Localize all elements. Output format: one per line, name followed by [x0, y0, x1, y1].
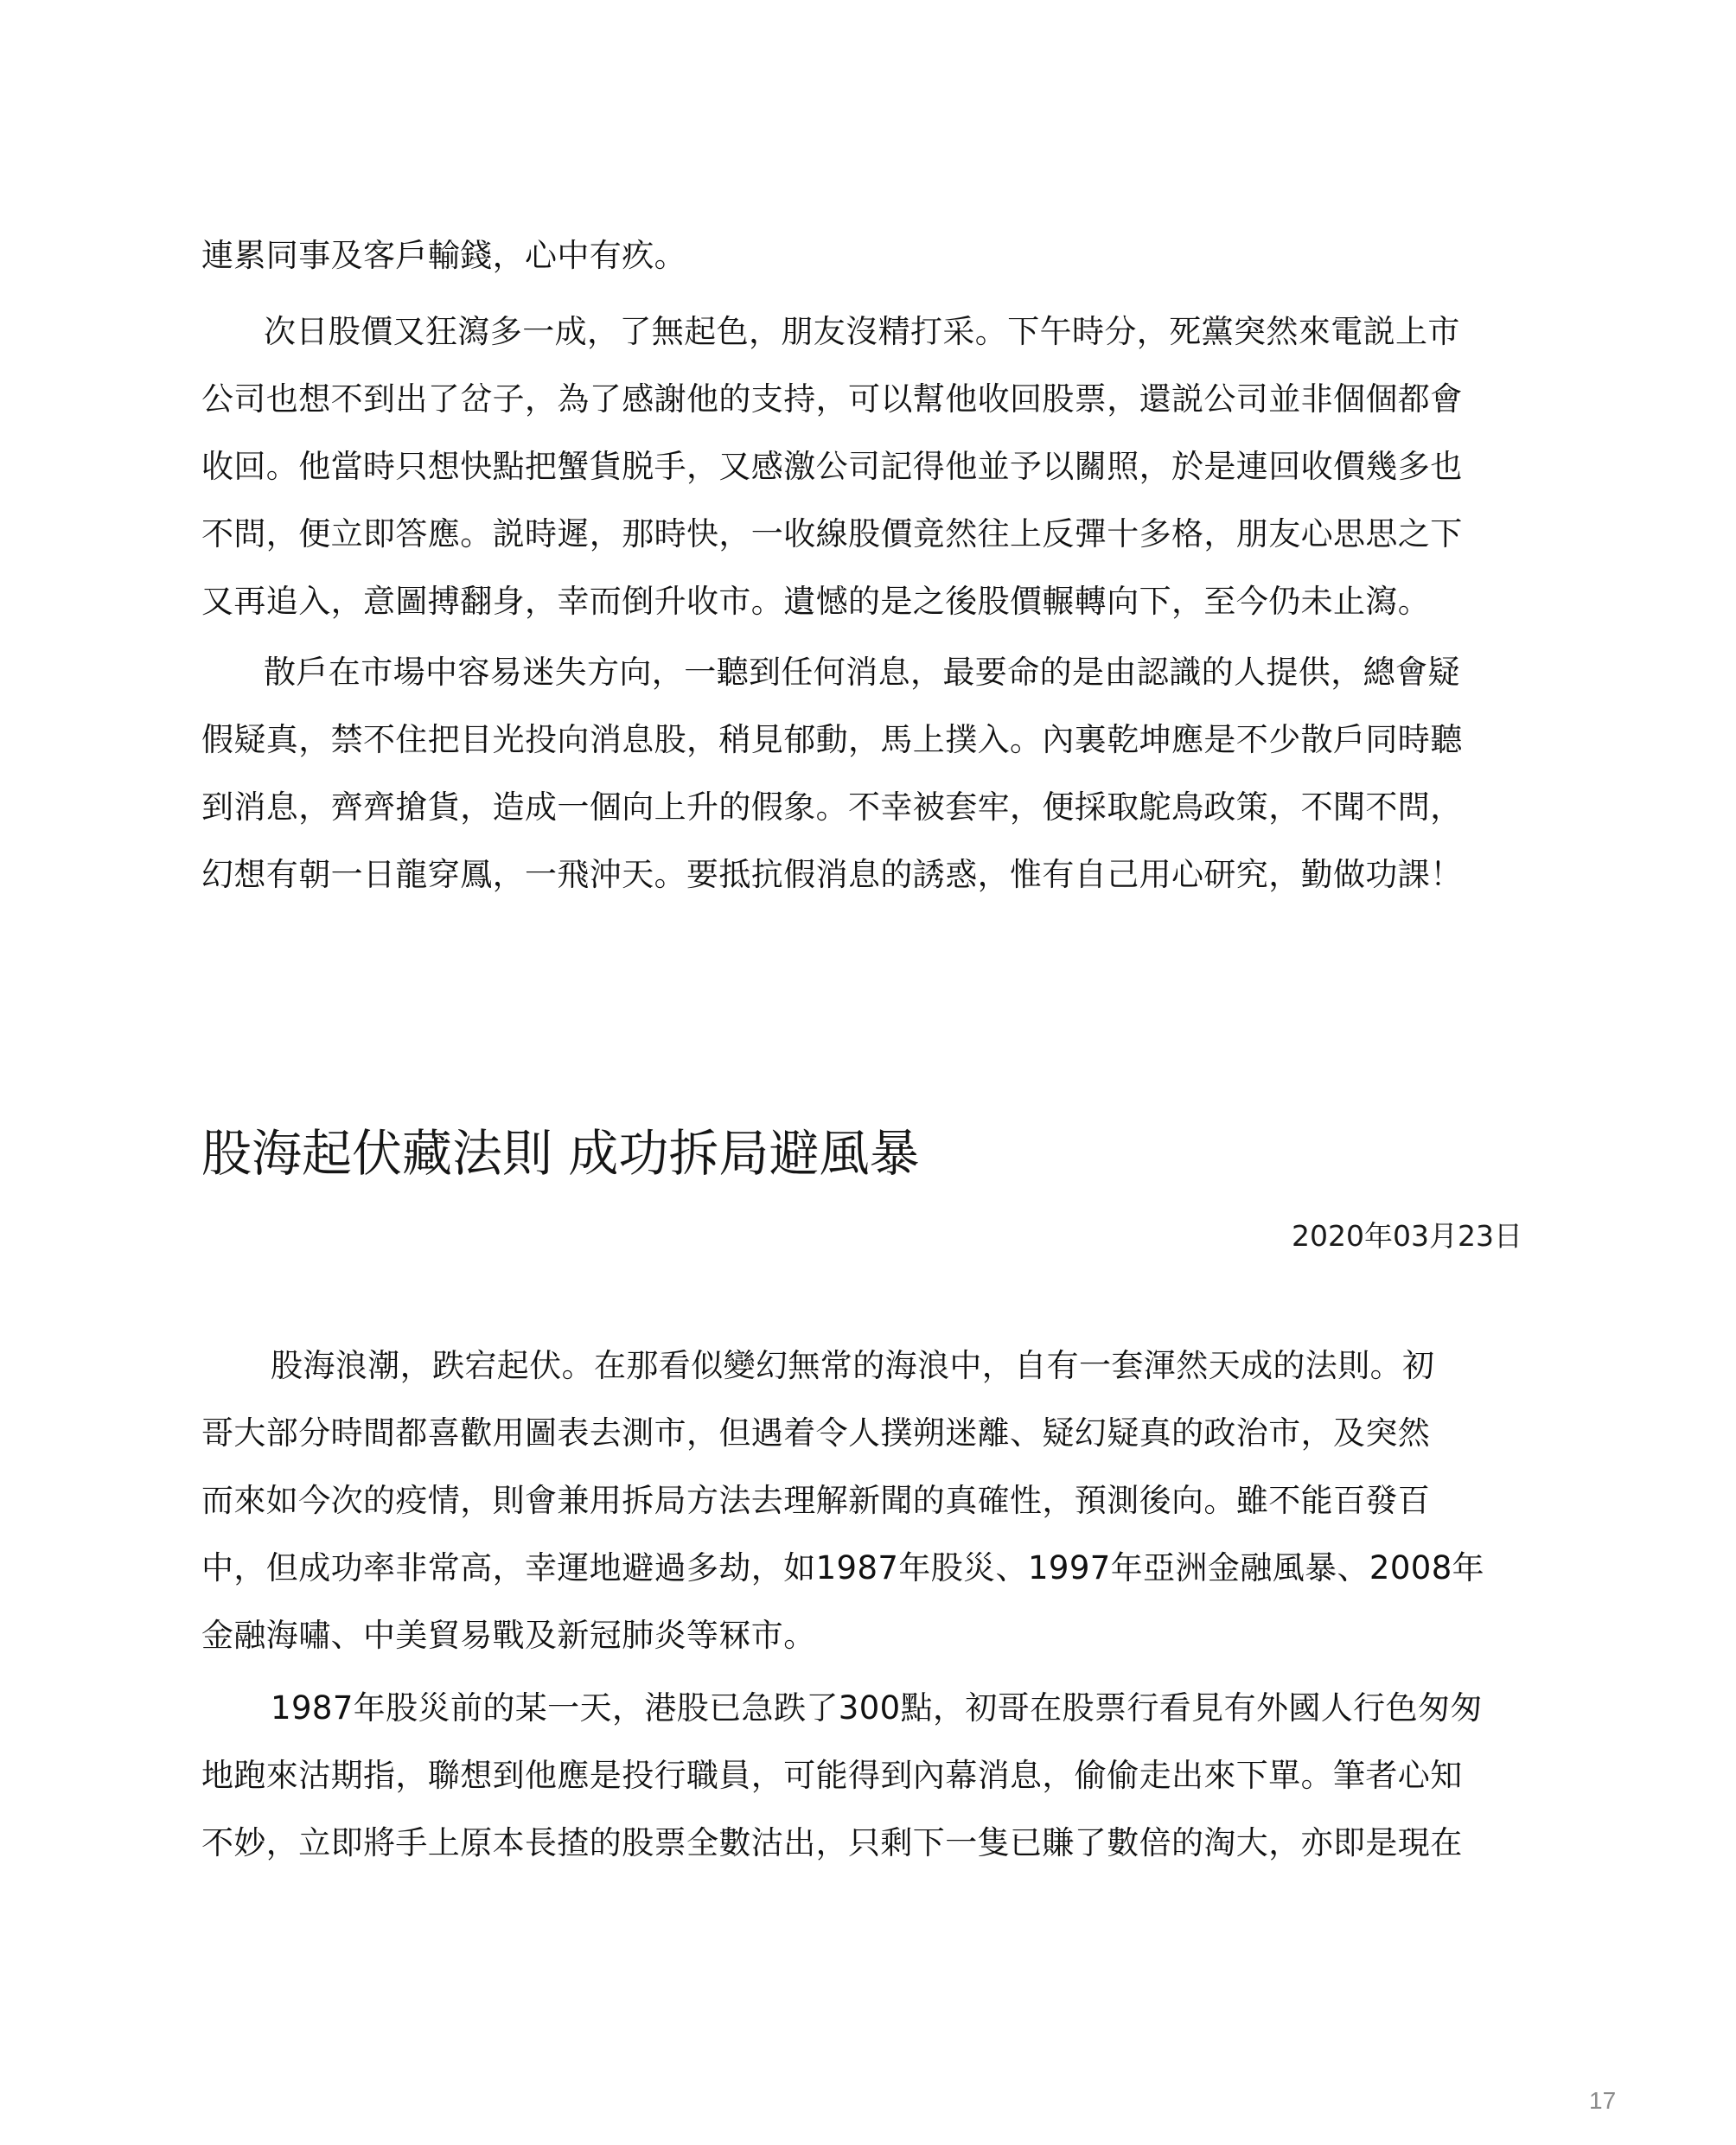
- body-line: 中，但成功率非常高，幸運地避過多劫，如1987年股災、1997年亞洲金融風暴、2008年: [201, 1549, 1485, 1586]
- body-line: 收回。他當時只想快點把蟹貨脱手，又感激公司記得他並予以關照，於是連回收價幾多也: [201, 448, 1463, 485]
- paragraph-first-line: 次日股價又狂瀉多一成，了無起色，朋友沒精打采。下午時分，死黨突然來電説上市: [264, 313, 1460, 350]
- body-line: 地跑來沽期指，聯想到他應是投行職員，可能得到內幕消息，偷偷走出來下單。筆者心知: [201, 1757, 1463, 1794]
- article-title: 股海起伏藏法則 成功拆局避風暴: [201, 1124, 920, 1183]
- body-line: 又再追入，意圖搏翻身，幸而倒升收市。遺憾的是之後股價輾轉向下，至今仍未止瀉。: [201, 583, 1431, 620]
- body-line: 哥大部分時間都喜歡用圖表去測市，但遇着令人撲朔迷離、疑幻疑真的政治市，及突然: [201, 1414, 1431, 1452]
- paragraph-first-line: 股海浪潮，跌宕起伏。在那看似變幻無常的海浪中，自有一套渾然天成的法則。初: [271, 1347, 1435, 1384]
- body-line: 連累同事及客戶輸錢，心中有疚。: [201, 237, 686, 274]
- body-line: 不問，便立即答應。説時遲，那時快，一收線股價竟然往上反彈十多格，朋友心思思之下: [201, 515, 1463, 552]
- article-body: [201, 0, 1522, 1902]
- body-line: 假疑真，禁不住把目光投向消息股，稍見郁動，馬上撲入。內裏乾坤應是不少散戶同時聽: [201, 721, 1463, 758]
- article-date: 2020年03月23日: [1292, 1219, 1522, 1253]
- page-number: 17: [1589, 2087, 1617, 2114]
- body-line: 到消息，齊齊搶貨，造成一個向上升的假象。不幸被套牢，便採取鴕鳥政策，不聞不問，: [201, 788, 1463, 826]
- body-line: 而來如今次的疫情，則會兼用拆局方法去理解新聞的真確性，預測後向。雖不能百發百: [201, 1482, 1431, 1519]
- body-line: 不妙，立即將手上原本長揸的股票全數沽出，只剩下一隻已賺了數倍的淘大，亦即是現在: [201, 1824, 1463, 1861]
- body-line: 金融海嘯、中美貿易戰及新冠肺炎等冧市。: [201, 1617, 816, 1654]
- body-line: 公司也想不到出了岔子，為了感謝他的支持，可以幫他收回股票，還説公司並非個個都會: [201, 380, 1463, 418]
- paragraph-first-line: 散戶在市場中容易迷失方向，一聽到任何消息，最要命的是由認識的人提供，總會疑: [264, 654, 1460, 691]
- body-line: 幻想有朝一日龍穿鳳，一飛沖天。要抵抗假消息的誘惑，惟有自己用心研究，勤做功課！: [201, 856, 1463, 893]
- paragraph-first-line: 1987年股災前的某一天，港股已急跌了300點，初哥在股票行看見有外國人行色匆匆: [271, 1689, 1483, 1727]
